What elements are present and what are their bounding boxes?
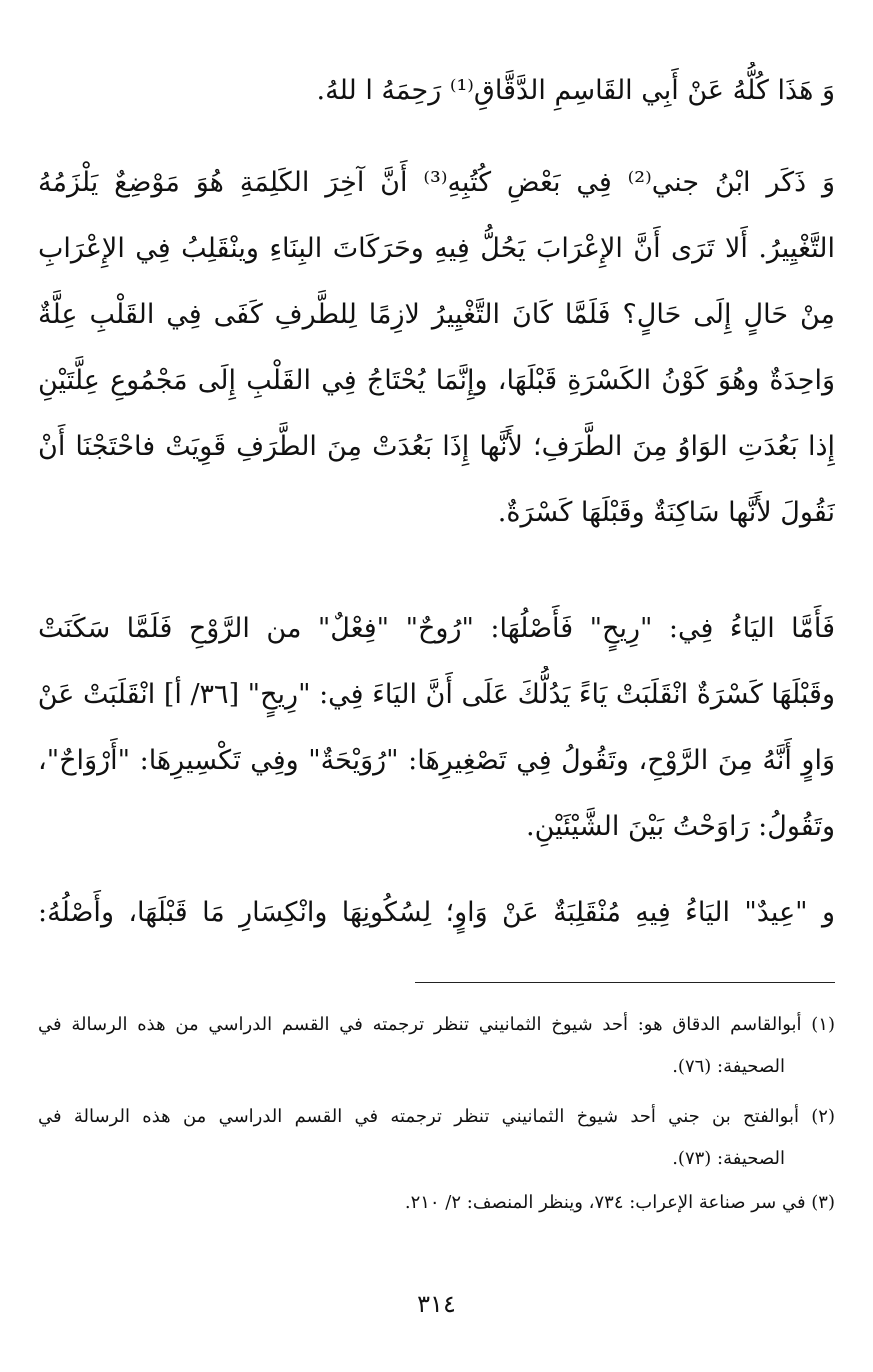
body-line: وَاحِدَةٌ وهُوَ كَوْنُ الكَسْرَةِ قَبْلَهَا، وإِنَّمَا يُحْتَاجُ فِي القَلْبِ إِلَى مَجْمُوعِ عِلَّتَيْنِ	[38, 365, 835, 396]
body-line: نَقُولَ لأَنَّها سَاكِنَةٌ وقَبْلَهَا كَسْرَةٌ.	[497, 497, 835, 528]
body-line: مِنْ حَالٍ إِلَى حَالٍ؟ فَلَمَّا كَانَ التَّغْيِيرُ لازِمًا لِلطَّرفِ كَفَى فِي القَلْبِ عِلَّةٌ	[38, 299, 835, 330]
footnote-line: الصحيفة: (٧٣).	[672, 1148, 785, 1169]
footnote-line: الصحيفة: (٧٦).	[672, 1056, 785, 1077]
body-line: وَاوٍ أَنَّهُ مِنَ الرَّوْحِ، وتَقُولُ فِي تَصْغِيرِهَا: "رُوَيْحَةٌ" وفِي تَكْسِيرِهَا: "أَرْوَاحٌ"،	[38, 745, 835, 776]
body-line: وَ هَذَا كُلُّهُ عَنْ أَبِي القَاسِمِ الدَّقَّاقِ⁽¹⁾ رَحِمَهُ ا للهُ.	[316, 75, 835, 106]
footnote-line: (٢) أبوالفتح بن جني أحد شيوخ الثمانيني تنظر ترجمته في القسم الدراسي من هذه الرسالة في	[38, 1106, 835, 1127]
body-line: التَّغْيِيرُ. أَلا تَرَى أَنَّ الإِعْرَابَ يَحُلُّ فِيهِ وحَرَكَاتَ البِنَاءِ وينْقَلِبُ فِي الإِعْرَابِ	[38, 233, 835, 264]
body-line: وَ ذَكَر ابْنُ جني⁽²⁾ فِي بَعْضِ كُتُبِهِ⁽³⁾ أَنَّ آخِرَ الكَلِمَةِ هُوَ مَوْضِعٌ يَلْزَمُهُ	[38, 167, 835, 198]
body-line: وتَقُولُ: رَاوَحْتُ بَيْنَ الشَّيْئَيْنِ.	[525, 811, 835, 842]
body-line: وقَبْلَهَا كَسْرَةٌ انْقَلَبَتْ يَاءً يَدُلُّكَ عَلَى أَنَّ اليَاءَ فِي: "رِيحٍ" [٣٦/ أ] انْقَلَبَتْ عَنْ	[38, 679, 835, 710]
footnote-line: (١) أبوالقاسم الدقاق هو: أحد شيوخ الثمانيني تنظر ترجمته في القسم الدراسي من هذه الرسالة في	[38, 1014, 835, 1035]
body-line: و "عِيدٌ" اليَاءُ فِيهِ مُنْقَلِبَةٌ عَنْ وَاوٍ؛ لِسُكُونِهَا وانْكِسَارِ مَا قَبْلَهَا، وأَصْلُهُ:	[38, 897, 835, 928]
body-line: إِذا بَعُدَتِ الوَاوُ مِنَ الطَّرَفِ؛ لأَنَّها إِذَا بَعُدَتْ مِنَ الطَّرَفِ قَوِيَتْ فاحْتَجْنَا أَنْ	[38, 431, 835, 462]
page-number: ٣١٤	[417, 1290, 456, 1318]
footnote-line: (٣) في سر صناعة الإعراب: ٧٣٤، وينظر المنصف: ٢/ ٢١٠.	[404, 1192, 835, 1213]
footnote-separator	[415, 982, 835, 983]
body-line: فَأَمَّا اليَاءُ فِي: "رِيحٍ" فَأَصْلُهَا: "رُوحٌ" "فِعْلٌ" من الرَّوْحِ فَلَمَّا سَكَنَتْ	[38, 613, 835, 644]
